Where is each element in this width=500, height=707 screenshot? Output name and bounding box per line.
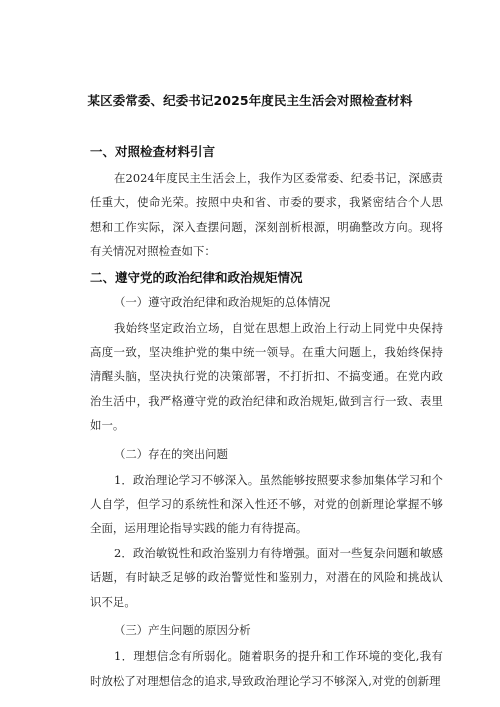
section-1-paragraph-1: 在2024年度民主生活会上，我作为区委常委、纪委书记，深感责任重大，使命光荣。按照中央和省、市委的要求，我紧密结合个人思想和工作实际，深入查摆问题，深刻剖析根源，明确整改方向。现将有关情况对照检查如下： bbox=[90, 171, 443, 259]
subsection-3-paragraph-1: 1．理想信念有所弱化。随着职务的提升和工作环境的变化,我有时放松了对理想信念的追求,导致政治理论学习不够深入,对党的创新理 bbox=[90, 649, 443, 688]
document-title: 某区委常委、纪委书记2025年度民主生活会对照检查材料 bbox=[87, 93, 413, 108]
subsection-1-heading: （一）遵守政治纪律和政治规矩的总体情况 bbox=[114, 294, 331, 309]
subsection-2-heading: （二）存在的突出问题 bbox=[114, 446, 228, 461]
document-body bbox=[90, 142, 443, 693]
subsection-1-paragraph-1: 我始终坚定政治立场，自觉在思想上政治上行动上同党中央保持高度一致，坚决维护党的集中统一领导。在重大问题上，我始终保持清醒头脑，坚决执行党的决策部署，不打折扣、不搞变通。在党内政治生活中，我严格遵守党的政治纪律和政治规矩,做到言行一致、表里如一。 bbox=[90, 320, 443, 433]
section-2-heading: 二、遵守党的政治纪律和政治规矩情况 bbox=[90, 269, 303, 285]
section-1-heading: 一、对照检查材料引言 bbox=[90, 144, 216, 159]
subsection-2-paragraph-2: 2．政治敏锐性和政治鉴别力有待增强。面对一些复杂问题和敏感话题，有时缺乏足够的政治警觉性和鉴别力，对潜在的风险和挑战认识不足。 bbox=[90, 545, 443, 609]
subsection-3-heading: （三）产生问题的原因分析 bbox=[114, 623, 251, 638]
subsection-2-paragraph-1: 1．政治理论学习不够深入。虽然能够按照要求参加集体学习和个人自学，但学习的系统性和深入性还不够，对党的创新理论掌握不够全面，运用理论指导实践的能力有待提高。 bbox=[90, 472, 443, 536]
